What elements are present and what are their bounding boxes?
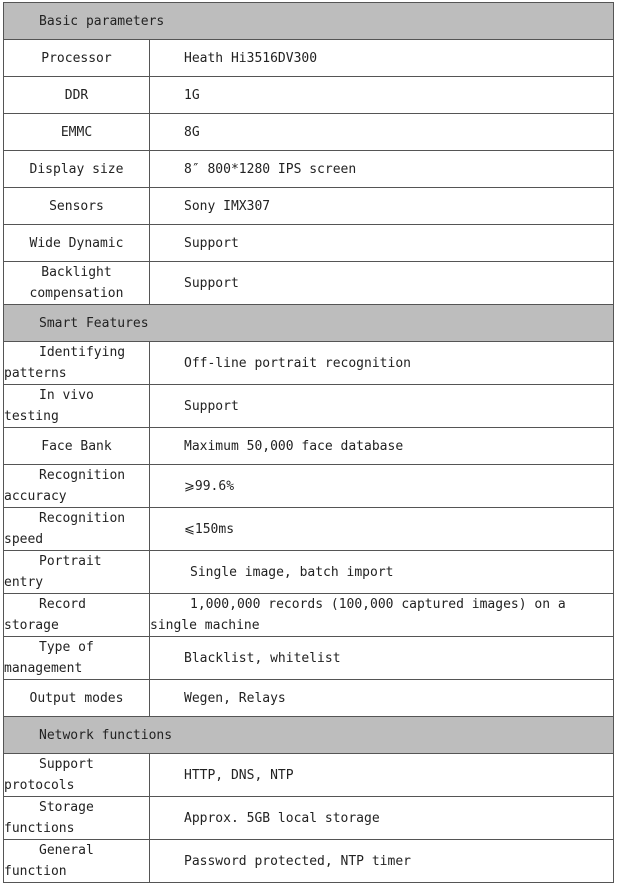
row-value: Password protected, NTP timer [150,840,614,883]
row-label-line: Storage [39,800,94,815]
table-row [4,680,614,717]
row-value: ⩾99.6% [150,465,614,508]
row-value: 1G [150,77,614,114]
row-value: Off-line portrait recognition [150,342,614,385]
table-row [4,754,614,797]
row-label-line: compensation [29,286,124,301]
row-value: 8G [150,114,614,151]
row-label-line: function [4,864,67,879]
row-value: Single image, batch import [150,551,614,594]
row-label-line: Type of [39,640,94,655]
row-label-line: Record [39,597,86,612]
row-label: DDR [4,77,150,114]
row-label-line: Identifying [39,345,126,360]
row-value [150,594,614,637]
row-value: Support [150,262,614,305]
row-value: ⩽150ms [150,508,614,551]
table-row [4,342,614,385]
table-row [4,428,614,465]
row-value-line: single machine [150,618,260,633]
row-label [4,508,150,551]
row-label [4,551,150,594]
row-label-line: Backlight [41,265,112,280]
row-label: Processor [4,40,150,77]
table-row [4,188,614,225]
row-label: Face Bank [4,428,150,465]
table-row [4,637,614,680]
row-label [4,385,150,428]
row-label-line: Support [39,757,94,772]
row-value: Approx. 5GB local storage [150,797,614,840]
row-value: 8″ 800*1280 IPS screen [150,151,614,188]
table-row [4,151,614,188]
section-title-basic-parameters: Basic parameters [4,3,614,40]
row-label [4,594,150,637]
row-label [4,797,150,840]
table-row [4,508,614,551]
row-label-line: Recognition [39,511,126,526]
table-row [4,77,614,114]
row-label [4,465,150,508]
section-header-row [4,3,614,40]
row-label [4,342,150,385]
section-title-smart-features: Smart Features [4,305,614,342]
table-row [4,465,614,508]
row-label-line: protocols [4,778,75,793]
table-row [4,262,614,305]
section-title-network-functions: Network functions [4,717,614,754]
row-value: Maximum 50,000 face database [150,428,614,465]
row-label-line: patterns [4,366,67,381]
row-value: Sony IMX307 [150,188,614,225]
row-label-line: testing [4,409,59,424]
section-header-row [4,717,614,754]
row-label: Output modes [4,680,150,717]
row-label: Sensors [4,188,150,225]
table-row [4,594,614,637]
table-row [4,385,614,428]
row-label-line: General [39,843,94,858]
row-value: Heath Hi3516DV300 [150,40,614,77]
row-value: Wegen, Relays [150,680,614,717]
table-row [4,225,614,262]
section-header-row [4,305,614,342]
row-value: Support [150,385,614,428]
row-label-line: Recognition [39,468,126,483]
row-label-line: management [4,661,83,676]
row-label-line: accuracy [4,489,67,504]
row-label-line: Portrait [39,554,102,569]
row-value: HTTP, DNS, NTP [150,754,614,797]
row-value: Blacklist, whitelist [150,637,614,680]
row-label-line: storage [4,618,59,633]
table-row [4,551,614,594]
row-label-line: speed [4,532,44,547]
row-label: EMMC [4,114,150,151]
row-label: Display size [4,151,150,188]
table-row [4,40,614,77]
table-row [4,114,614,151]
table-row [4,840,614,883]
row-label [4,840,150,883]
row-label-line: entry [4,575,44,590]
row-label: Wide Dynamic [4,225,150,262]
row-label-line: functions [4,821,75,836]
row-label-line: In vivo [39,388,94,403]
row-value: Support [150,225,614,262]
specifications-table [3,2,614,883]
table-row [4,797,614,840]
row-label [4,754,150,797]
row-label [4,637,150,680]
row-value-line: 1,000,000 records (100,000 captured images) on a [190,597,566,612]
row-label [4,262,150,305]
